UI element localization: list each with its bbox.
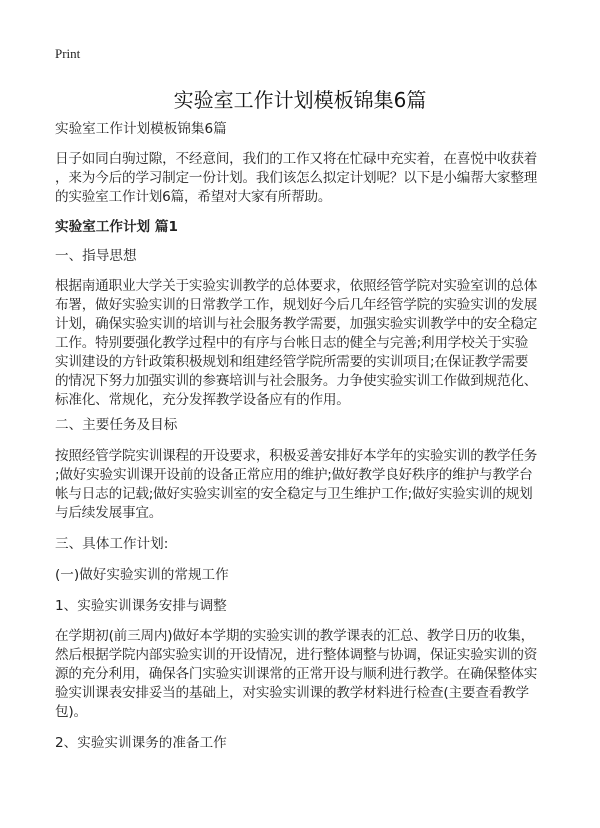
- paragraph-guiding-ideology: [55, 277, 537, 410]
- heading-guiding-ideology: 一、指导思想: [55, 248, 137, 264]
- line: 的情况下努力加强实训的参赛培训与社会服务。力争使实验实训工作做到规范化、: [55, 373, 538, 389]
- intro-paragraph: [55, 150, 537, 207]
- subheading-routine-work: (一)做好实验实训的常规工作: [55, 567, 229, 583]
- subheading-scheduling: 1、实验实训课务安排与调整: [55, 598, 227, 614]
- line: 在学期初(前三周内)做好本学期的实验实训的教学课表的汇总、教学日历的收集，: [55, 628, 534, 644]
- line: 计划，确保实验实训的培训与社会服务教学需要，加强实验实训教学中的安全稳定: [55, 316, 538, 332]
- line: 验实训课表安排妥当的基础上，对实验实训课的教学材料进行检查(主要查看教学: [55, 685, 529, 701]
- line: 根据南通职业大学关于实验实训教学的总体要求，依照经管学院对实验室训的总体: [55, 278, 538, 294]
- paragraph-main-tasks: [55, 447, 537, 523]
- subheading-preparation: 2、实验实训课务的准备工作: [55, 735, 227, 751]
- line: 的实验室工作计划6篇，希望对大家有所帮助。: [55, 189, 332, 205]
- line: 帐与日志的记载;做好实验实训室的安全稳定与卫生维护工作;做好实验实训的规划: [55, 486, 533, 502]
- line: 包)。: [55, 704, 87, 720]
- line: ，来为今后的学习制定一份计划。我们该怎么拟定计划呢？以下是小编帮大家整理: [55, 170, 538, 186]
- paragraph-scheduling: [55, 627, 537, 722]
- line: 日子如同白驹过隙，不经意间，我们的工作又将在忙碌中充实着，在喜悦中收获着: [55, 151, 538, 167]
- line: ;做好实验实训课开设前的设备正常应用的维护;做好教学良好秩序的维护与教学台: [55, 467, 533, 483]
- line: 源的充分利用，确保各门实验实训课常的正常开设与顺利进行教学。在确保整体实: [55, 666, 538, 682]
- line: 与后续发展事宜。: [55, 505, 163, 521]
- line: 布署，做好实验实训的日常教学工作，规划好今后几年经管学院的实验实训的发展: [55, 297, 538, 313]
- line: 标准化、常规化，充分发挥教学设备应有的作用。: [55, 392, 350, 408]
- heading-main-tasks: 二、主要任务及目标: [55, 417, 178, 433]
- section-heading: 实验室工作计划 篇1: [55, 219, 178, 235]
- subtitle: 实验室工作计划模板锦集6篇: [55, 121, 227, 137]
- line: 按照经管学院实训课程的开设要求，积极妥善安排好本学年的实验实训的教学任务: [55, 448, 538, 464]
- page-title: 实验室工作计划模板锦集6篇: [173, 88, 427, 112]
- print-link[interactable]: Print: [55, 46, 81, 61]
- line: 然后根据学院内部实验实训的开设情况，进行整体调整与协调，保证实验实训的资: [55, 647, 538, 663]
- line: 实训建设的方针政策积极规划和组建经管学院所需要的实训项目;在保证教学需要: [55, 354, 529, 370]
- line: 工作。特别要强化教学过程中的有序与台帐日志的健全与完善;利用学校关于实验: [55, 335, 529, 351]
- heading-work-plan: 三、具体工作计划:: [55, 536, 169, 552]
